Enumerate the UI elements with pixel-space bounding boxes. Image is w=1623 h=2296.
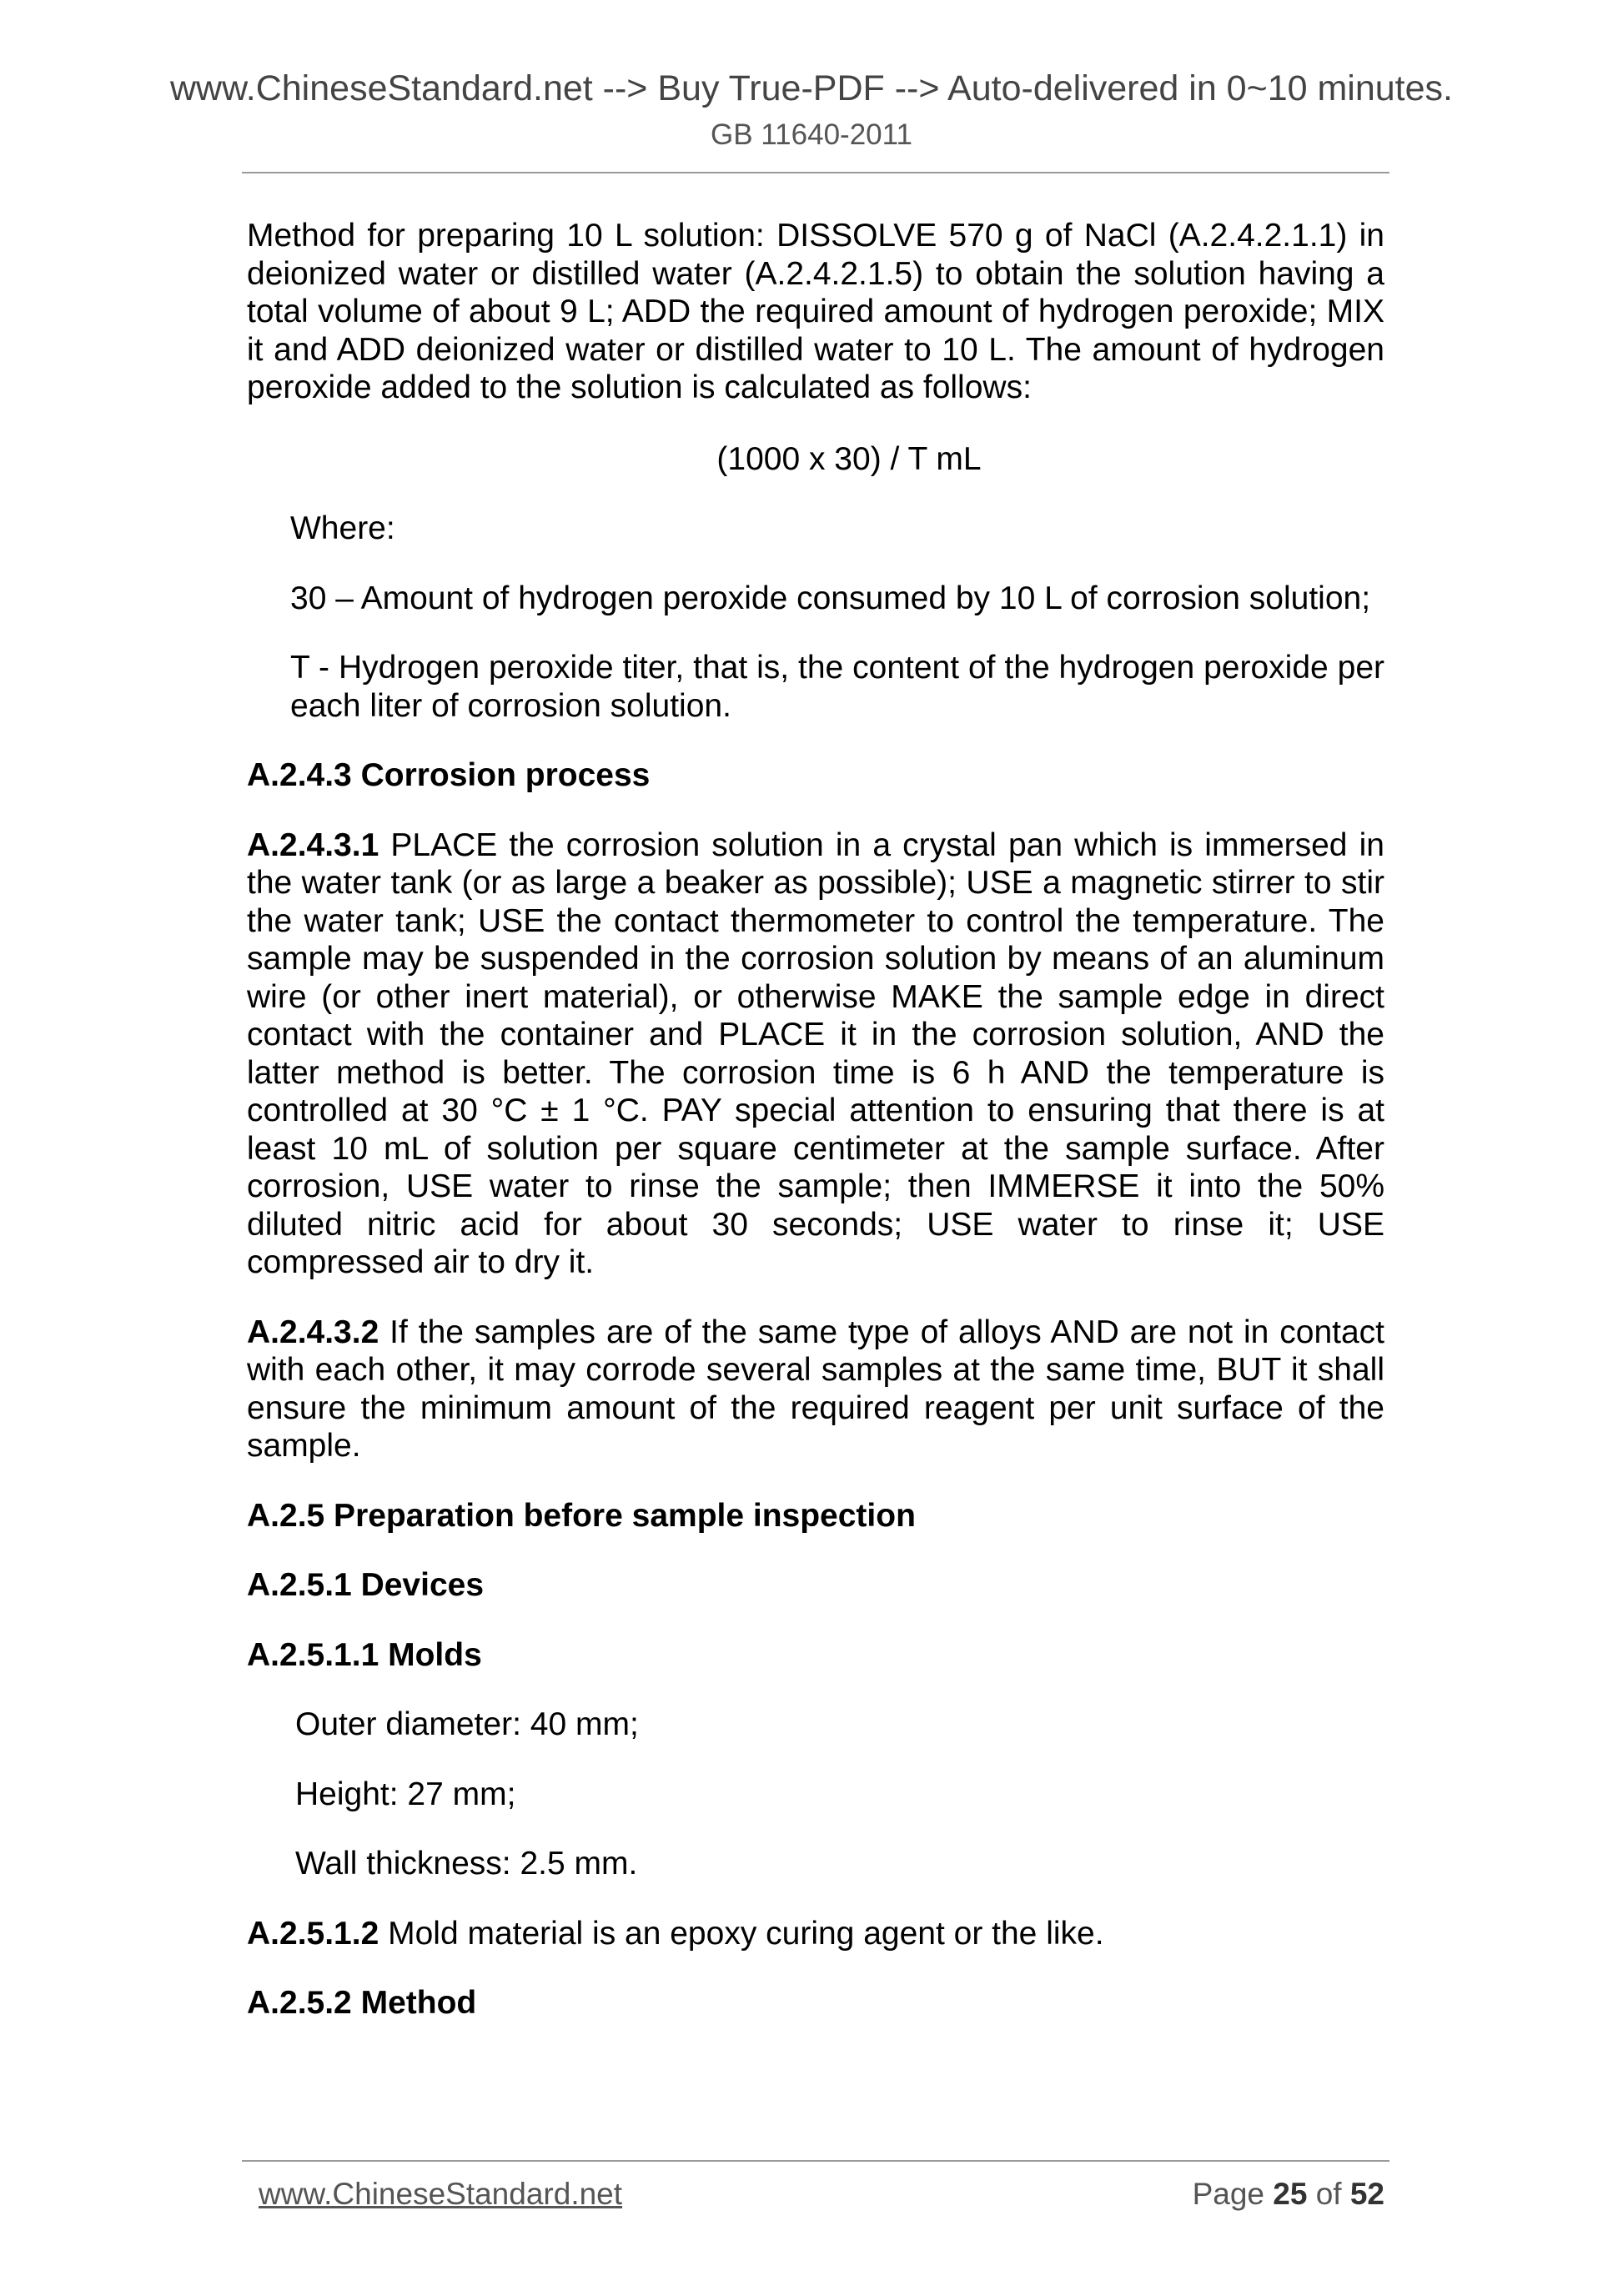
- page-label: Page: [1192, 2177, 1264, 2211]
- page-of: of: [1315, 2177, 1342, 2211]
- spec-outer-diameter: Outer diameter: 40 mm;: [295, 1706, 639, 1742]
- page-footer: [259, 2173, 1384, 2215]
- heading-a252: A.2.5.2 Method: [247, 1985, 477, 2021]
- heading-a243: A.2.4.3 Corrosion process: [247, 757, 651, 793]
- clause-text: Mold material is an epoxy curing agent or the like.: [379, 1915, 1104, 1952]
- where-label: Where:: [290, 510, 395, 546]
- page-total: 52: [1349, 2177, 1384, 2211]
- spec-wall-thickness: Wall thickness: 2.5 mm.: [295, 1846, 638, 1882]
- heading-a251: A.2.5.1 Devices: [247, 1567, 485, 1603]
- formula: (1000 x 30) / T mL: [716, 440, 982, 477]
- clause-number: A.2.4.3.1: [247, 826, 379, 863]
- footer-divider: [242, 2160, 1389, 2162]
- footer-site-link[interactable]: www.ChineseStandard.net: [259, 2177, 623, 2211]
- clause-number: A.2.4.3.2: [247, 1314, 379, 1350]
- clause-text: If the samples are of the same type of alloys AND are not in contact with each other, it may corrode several samples at the same time, BUT it shall ensure the minimum amount of the required reagent per unit surface of the sample.: [247, 1314, 1384, 1464]
- header-banner: www.ChineseStandard.net --> Buy True-PDF --> Auto-delivered in 0~10 minutes.: [169, 68, 1453, 108]
- paragraph-solution-method: Method for preparing 10 L solution: DISSOLVE 570 g of NaCl (A.2.4.2.1.1) in deionized water or distilled water (A.2.4.2.1.5) to obtain the solution having a total volume of about 9 L; ADD the required amount of hydrogen peroxide; MIX it and ADD deionized water or distilled water to 10 L. The amount of hydrogen peroxide added to the solution is calculated as follows:: [247, 218, 1384, 405]
- page-current: 25: [1273, 2177, 1308, 2211]
- clause-number: A.2.5.1.2: [247, 1915, 379, 1952]
- page-indicator: [1193, 2173, 1384, 2215]
- clause-a2512: [247, 1915, 1384, 1953]
- clause-a2431: [247, 826, 1384, 1282]
- heading-a25: A.2.5 Preparation before sample inspection: [247, 1497, 916, 1534]
- header-divider: [242, 172, 1389, 173]
- clause-a2432: [247, 1314, 1384, 1465]
- definition-t: T - Hydrogen peroxide titer, that is, the content of the hydrogen peroxide per each liter of corrosion solution.: [290, 650, 1384, 724]
- heading-a2511: A.2.5.1.1 Molds: [247, 1636, 482, 1673]
- spec-height: Height: 27 mm;: [295, 1776, 516, 1812]
- standard-number: GB 11640-2011: [711, 118, 912, 151]
- clause-text: PLACE the corrosion solution in a crystal pan which is immersed in the water tank (or as large a beaker as possible); USE a magnetic stirrer to stir the water tank; USE the contact thermometer to control the temperature. The sample may be suspended in the corrosion solution by means of an aluminum wire (or other inert material), or otherwise MAKE the sample edge in direct contact with the container and PLACE it in the corrosion solution, AND the latter method is better. The corrosion time is 6 h AND the temperature is controlled at 30 °C ± 1 °C. PAY special attention to ensuring that there is at least 10 mL of solution per square centimeter at the sample surface. After corrosion, USE water to rinse the sample; then IMMERSE it into the 50% diluted nitric acid for about 30 seconds; USE water to rinse it; USE compressed air to dry it.: [247, 826, 1384, 1280]
- definition-30: 30 – Amount of hydrogen peroxide consumed by 10 L of corrosion solution;: [290, 580, 1371, 616]
- document-body: [247, 217, 1384, 2054]
